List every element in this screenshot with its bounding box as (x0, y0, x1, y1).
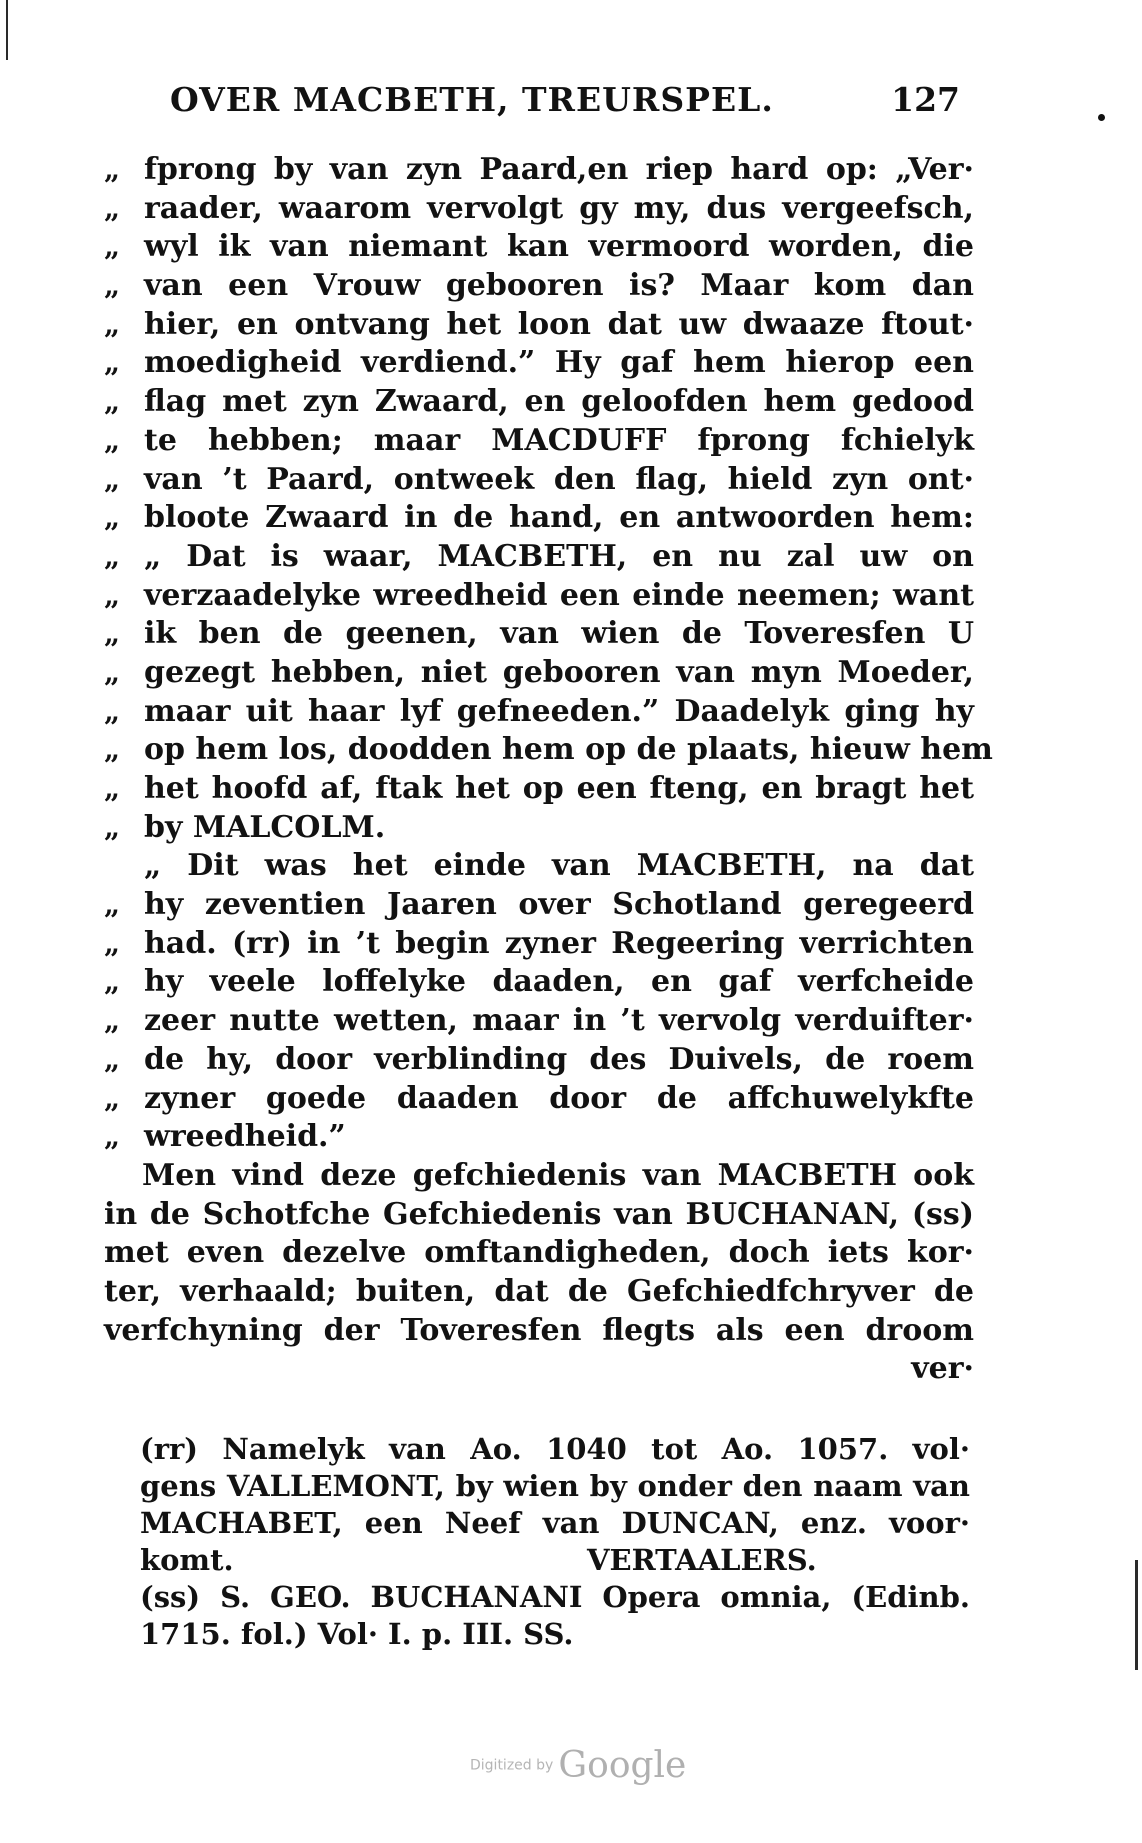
footnote-line: 1715. fol.) Vol· I. p. III. SS. (140, 1617, 574, 1651)
text-line (104, 926, 974, 965)
text-line (104, 1313, 974, 1352)
page-edge-mark (6, 0, 8, 60)
text-line (104, 616, 974, 655)
text-line (104, 423, 974, 462)
quote-mark: „ (104, 191, 121, 225)
text-line (104, 1003, 974, 1042)
page-edge-mark (1135, 1560, 1138, 1670)
quote-mark: „ (104, 153, 121, 186)
quote-mark: „ (104, 230, 121, 264)
google-logo: Google (558, 1745, 687, 1786)
text-line (104, 655, 974, 694)
line-text: op hem los, doodden hem op de plaats, hieuw hem (144, 732, 993, 768)
text-line (104, 848, 974, 887)
quote-mark: „ (104, 1081, 121, 1115)
line-text: flag met zyn Zwaard, en geloofden hem gedood (144, 384, 974, 420)
line-text: zeer nutte wetten, maar in ’t vervolg verduifter· (144, 1003, 974, 1039)
quote-mark: „ (104, 1042, 121, 1076)
watermark-prefix: Digitized by (470, 1757, 554, 1774)
line-text: hy veele loffelyke daaden, en gaf verfcheide (144, 964, 974, 1000)
text-line (104, 307, 974, 346)
main-text (104, 152, 993, 1390)
quote-mark: „ (104, 462, 121, 496)
running-title: OVER MACBETH, TREURSPEL. (170, 80, 774, 119)
quote-mark: „ (104, 307, 121, 341)
text-line (104, 771, 974, 810)
quote-mark: „ (104, 1120, 121, 1154)
quote-mark: „ (104, 617, 121, 651)
text-line (104, 1274, 974, 1313)
quote-mark: „ (104, 269, 121, 303)
text-line (104, 887, 974, 926)
line-text: maar uit haar lyf gefneeden.” Daadelyk ging hy (144, 693, 974, 729)
quote-mark: „ (104, 578, 121, 612)
text-line (104, 191, 974, 230)
line-text: te hebben; maar MACDUFF fprong fchielyk (144, 422, 974, 458)
text-line (104, 539, 974, 578)
footnote-line: MACHABET, een Neef van DUNCAN, enz. voor· (140, 1506, 970, 1540)
quote-mark: „ (104, 346, 121, 380)
quote-mark: „ (104, 385, 121, 419)
catchword-line (104, 1351, 974, 1390)
footnote-line: (ss) S. GEO. BUCHANANI Opera omnia, (Edinb. (140, 1580, 970, 1614)
line-text: met even dezelve omftandigheden, doch iets kor· (104, 1235, 974, 1271)
text-line (104, 1197, 974, 1236)
line-text: verfchyning der Toveresfen flegts als een droom (104, 1312, 974, 1348)
text-line (104, 384, 974, 423)
quote-mark: „ (104, 655, 121, 689)
footnote-line: (rr) Namelyk van Ao. 1040 tot Ao. 1057. vol· (140, 1432, 970, 1466)
quote-mark: „ (104, 733, 121, 767)
quote-mark: „ (104, 926, 121, 960)
line-text: van een Vrouw gebooren is? Maar kom dan (144, 268, 974, 304)
line-text: verzaadelyke wreedheid een einde neemen; want (144, 577, 974, 613)
footnote-line: gens VALLEMONT, by wien by onder den naam van (140, 1469, 970, 1503)
line-text: fprong by van zyn Paard,en riep hard op: „Ver· (144, 152, 974, 187)
line-text: de hy, door verblinding des Duivels, de roem (144, 1041, 974, 1077)
line-text: hy zeventien Jaaren over Schotland geregeerd (144, 887, 974, 923)
quote-mark: „ (104, 772, 121, 805)
quote-mark: „ (104, 423, 121, 457)
line-text: moedigheid verdiend.” Hy gaf hem hierop een (144, 345, 974, 381)
line-text: wreedheid.” (144, 1119, 346, 1155)
line-text: ter, verhaald; buiten, dat de Gefchiedfchryver de (104, 1273, 974, 1309)
line-text: wyl ik van niemant kan vermoord worden, die (144, 229, 974, 265)
line-text: Men vind deze gefchiedenis van MACBETH ook (142, 1157, 974, 1193)
line-text: het hoofd af, ftak het op een fteng, en bragt het (144, 771, 974, 806)
line-text: hier, en ontvang het loon dat uw dwaaze ftout· (144, 306, 974, 342)
text-line (104, 268, 974, 307)
digitized-by-google-watermark (470, 1745, 686, 1786)
quote-mark: „ (104, 1004, 121, 1038)
line-text: van ’t Paard, ontweek den flag, hield zyn ont· (144, 461, 974, 497)
text-line (104, 152, 974, 191)
line-text: raader, waarom vervolgt gy my, dus vergeefsch, (144, 190, 974, 226)
line-text: gezegt hebben, niet gebooren van myn Moeder, (144, 654, 974, 690)
text-line (104, 1042, 974, 1081)
footnote-line: komt. VERTAALERS. (140, 1543, 817, 1577)
text-line (104, 964, 974, 1003)
quote-mark: „ (104, 694, 121, 728)
line-text: by MALCOLM. (144, 809, 386, 845)
page-number: 127 (891, 80, 960, 119)
quote-mark: „ (104, 965, 121, 999)
line-text: zyner goede daaden door de affchuwelykfte (144, 1080, 974, 1116)
quote-mark: „ (104, 810, 121, 844)
catchword: ver· (911, 1351, 974, 1387)
text-line (104, 462, 974, 501)
line-text: „ Dit was het einde van MACBETH, na dat (144, 848, 974, 884)
text-line (104, 1119, 974, 1158)
line-text: „ Dat is waar, MACBETH, en nu zal uw on (144, 538, 974, 574)
quote-mark: „ (104, 501, 121, 535)
footnotes (140, 1432, 970, 1654)
line-text: ik ben de geenen, van wien de Toveresfen U (144, 616, 974, 652)
line-text: bloote Zwaard in de hand, en antwoorden hem: (144, 500, 974, 536)
text-line (104, 500, 974, 539)
ink-speck (1098, 114, 1105, 121)
quote-mark: „ (104, 888, 121, 922)
text-line (104, 810, 974, 849)
line-text: in de Schotfche Gefchiedenis van BUCHANAN, (ss) (104, 1196, 974, 1232)
text-line (104, 732, 993, 771)
text-line (104, 694, 974, 733)
text-line (104, 345, 974, 384)
text-line (104, 1158, 974, 1197)
text-line (104, 578, 974, 617)
quote-mark: „ (104, 539, 121, 573)
running-header (170, 80, 970, 130)
text-line (104, 229, 974, 268)
text-line (104, 1235, 974, 1274)
line-text: had. (rr) in ’t begin zyner Regeering verrichten (144, 925, 974, 961)
text-line (104, 1081, 974, 1120)
